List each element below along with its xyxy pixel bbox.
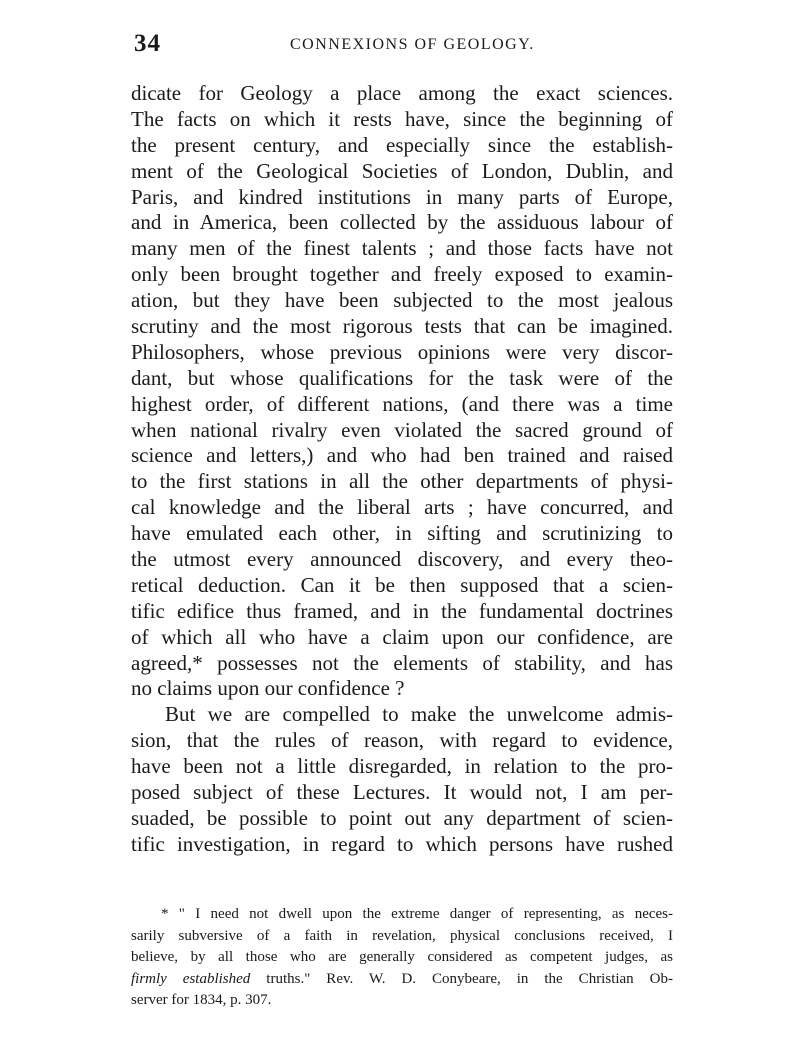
text-line: many men of the finest talents ; and those facts have not: [131, 236, 673, 261]
footnote-text: truths." Rev. W. D. Conybeare, in the Christian Ob-: [250, 970, 673, 987]
text-line: have emulated each other, in sifting and scrutinizing to: [131, 521, 673, 546]
text-line: tific edifice thus framed, and in the fundamental doctrines: [131, 598, 673, 623]
footnote-line: sarily subversive of a faith in revelation, physical conclusions received, I: [131, 927, 673, 944]
text-line: no claims upon our confidence ?: [131, 676, 405, 701]
page-header: [134, 30, 674, 62]
footnote-line: believe, by all those who are generally considered as competent judges, as: [131, 949, 673, 966]
body-text: [131, 81, 673, 858]
text-line: scrutiny and the most rigorous tests that can be imagined.: [131, 314, 673, 339]
text-line: ation, but they have been subjected to the most jealous: [131, 288, 673, 313]
text-line: and in America, been collected by the assiduous labour of: [131, 210, 673, 235]
footnote-line: * " I need not dwell upon the extreme danger of representing, as neces-: [161, 906, 673, 922]
text-line: dicate for Geology a place among the exact sciences.: [131, 81, 673, 105]
text-line: highest order, of different nations, (and there was a time: [131, 391, 673, 416]
footnote-line: server for 1834, p. 307.: [131, 992, 272, 1009]
text-line: the present century, and especially since the establish-: [131, 132, 673, 157]
text-line: ment of the Geological Societies of London, Dublin, and: [131, 158, 673, 183]
text-line: sion, that the rules of reason, with regard to evidence,: [131, 728, 673, 753]
text-line: tific investigation, in regard to which persons have rushed: [131, 831, 673, 856]
running-head: CONNEXIONS OF GEOLOGY.: [290, 36, 535, 53]
text-line: agreed,* possesses not the elements of stability, and has: [131, 650, 673, 675]
text-line: The facts on which it rests have, since the beginning of: [131, 106, 673, 131]
text-line: suaded, be possible to point out any department of scien-: [131, 805, 673, 830]
page-number: 34: [134, 30, 161, 57]
text-line: Philosophers, whose previous opinions were very discor-: [131, 339, 673, 364]
text-line: posed subject of these Lectures. It would not, I am per-: [131, 780, 673, 805]
text-line: Paris, and kindred institutions in many parts of Europe,: [131, 184, 673, 209]
text-line: dant, but whose qualifications for the task were of the: [131, 365, 673, 390]
text-line: have been not a little disregarded, in relation to the pro-: [131, 754, 673, 779]
text-line: the utmost every announced discovery, and every theo-: [131, 547, 673, 572]
footnote-emphasis: firmly established: [131, 970, 251, 987]
text-line: only been brought together and freely exposed to examin-: [131, 262, 673, 287]
footnote-line: [131, 969, 673, 991]
footnote: [131, 904, 673, 1012]
text-line: But we are compelled to make the unwelcome admis-: [165, 702, 673, 727]
text-line: cal knowledge and the liberal arts ; have concurred, and: [131, 495, 673, 520]
text-line: to the first stations in all the other departments of physi-: [131, 469, 673, 494]
text-line: when national rivalry even violated the sacred ground of: [131, 417, 673, 442]
text-line: retical deduction. Can it be then supposed that a scien-: [131, 572, 673, 597]
text-line: of which all who have a claim upon our confidence, are: [131, 624, 673, 649]
text-line: science and letters,) and who had ben trained and raised: [131, 443, 673, 468]
